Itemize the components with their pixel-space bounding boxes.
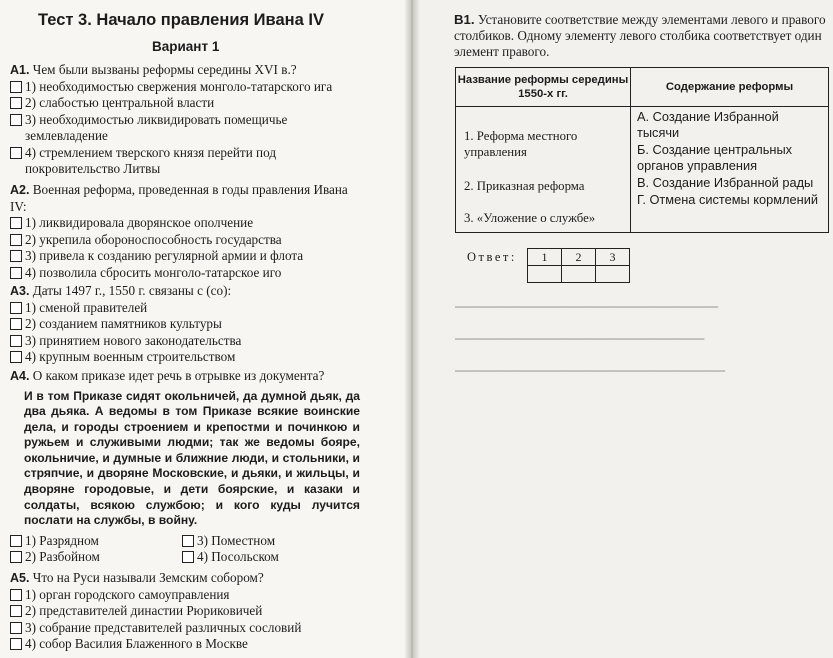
matching-table xyxy=(455,67,829,233)
a5-option-3[interactable]: 3) собрание представителей различных сословий xyxy=(10,620,362,637)
question-a3-number: А3. xyxy=(10,284,30,298)
question-a3 xyxy=(10,283,362,366)
left-item: 1. Реформа местного управления xyxy=(464,129,578,159)
document-excerpt: И в том Приказе сидят окольничей, да думной дьяк, да два дьяка. А ведомы в том Приказе всякие воинские дела, и городы строением и крепостми и починкою и ружьем и служивыми людми; так же ведомы бояре, окольничие, и думные и ближние люди, и стольники, и стряпчие, и дворяне Московские, и дьяки, и жильцы, и дворяне городовые, и дети боярские, и казаки и солдаты, всякою службою; и кого куды лучится послати на службы, в войну. xyxy=(24,388,360,528)
a4-option-2[interactable]: 2) Разбойном xyxy=(10,549,182,566)
a5-option-2[interactable]: 2) представителей династии Рюриковичей xyxy=(10,603,362,620)
left-item: 2. Приказная реформа xyxy=(464,179,585,193)
checkbox[interactable] xyxy=(182,535,194,547)
left-column xyxy=(456,107,631,233)
question-b1-text: Установите соответствие между элементами левого и правого столбиков. Одному элементу левого столбика соответствует один элемент правого. xyxy=(454,12,826,59)
a1-option-1[interactable]: 1) необходимостью свержения монголо-татарского ига xyxy=(10,79,362,96)
answer-grid xyxy=(527,248,630,283)
checkbox[interactable] xyxy=(10,97,22,109)
checkbox[interactable] xyxy=(10,147,22,159)
a3-option-3[interactable]: 3) принятием нового законодательства xyxy=(10,333,362,350)
question-a1 xyxy=(10,62,362,178)
variant-label: Вариант 1 xyxy=(152,39,220,54)
a2-option-1[interactable]: 1) ликвидировала дворянское ополчение xyxy=(10,215,362,232)
left-page xyxy=(0,0,412,658)
book-gutter xyxy=(404,0,420,658)
question-a5-text: Что на Руси называли Земским собором? xyxy=(32,570,264,585)
column-header-right: Содержание реформы xyxy=(631,68,829,107)
checkbox[interactable] xyxy=(182,551,194,563)
right-item: В. Создание Избранной рады xyxy=(637,175,814,190)
right-item: А. Создание Избранной тысячи xyxy=(637,109,779,140)
a4-option-1[interactable]: 1) Разрядном xyxy=(10,533,182,550)
a3-option-4[interactable]: 4) крупным военным строительством xyxy=(10,349,362,366)
answer-col-header: 1 xyxy=(528,249,562,266)
question-a4-number: А4. xyxy=(10,369,30,383)
checkbox[interactable] xyxy=(10,217,22,229)
checkbox[interactable] xyxy=(10,551,22,563)
right-item: Б. Создание центральных органов управления xyxy=(637,142,793,173)
column-header-left: Название реформы середины 1550-х гг. xyxy=(456,68,631,107)
left-item: 3. «Уложение о службе» xyxy=(464,211,596,225)
a2-option-3[interactable]: 3) привела к созданию регулярной армии и флота xyxy=(10,248,362,265)
checkbox[interactable] xyxy=(10,81,22,93)
checkbox[interactable] xyxy=(10,267,22,279)
question-a2-text: Военная реформа, проведенная в годы правления Ивана IV: xyxy=(10,182,348,214)
checkbox[interactable] xyxy=(10,638,22,650)
question-a4-text: О каком приказе идет речь в отрывке из документа? xyxy=(32,368,325,383)
a5-option-4[interactable]: 4) собор Василия Блаженного в Москве xyxy=(10,636,362,653)
right-page xyxy=(412,0,833,658)
a3-option-1[interactable]: 1) сменой правителей xyxy=(10,300,362,317)
answer-cell[interactable] xyxy=(528,266,562,283)
bleed-through-line: ━━━━━━━━━━━━━━━━━━━━━━━━━━━━━━━━━━━━━━━ xyxy=(455,366,726,378)
answer-cell[interactable] xyxy=(596,266,630,283)
test-title: Тест 3. Начало правления Ивана IV xyxy=(38,11,324,29)
question-a1-text: Чем были вызваны реформы середины XVI в.? xyxy=(32,62,297,77)
a1-option-4[interactable]: 4) стремлением тверского князя перейти под покровительство Литвы xyxy=(10,145,362,178)
checkbox[interactable] xyxy=(10,318,22,330)
bleed-through-lines xyxy=(455,300,825,380)
right-column xyxy=(631,107,829,233)
a2-option-2[interactable]: 2) укрепила обороноспособность государства xyxy=(10,232,362,249)
a1-option-3[interactable]: 3) необходимостью ликвидировать помещичье землевладение xyxy=(10,112,362,145)
checkbox[interactable] xyxy=(10,589,22,601)
checkbox[interactable] xyxy=(10,234,22,246)
bleed-through-line: ━━━━━━━━━━━━━━━━━━━━━━━━━━━━━━━━━━━━━━ xyxy=(455,302,719,314)
checkbox[interactable] xyxy=(10,335,22,347)
checkbox[interactable] xyxy=(10,114,22,126)
a4-option-3[interactable]: 3) Поместном xyxy=(182,533,362,550)
right-item: Г. Отмена системы кормлений xyxy=(637,192,818,207)
question-a3-text: Даты 1497 г., 1550 г. связаны с (со): xyxy=(32,283,232,298)
checkbox[interactable] xyxy=(10,535,22,547)
checkbox[interactable] xyxy=(10,302,22,314)
question-a4 xyxy=(10,368,362,566)
question-b1-number: В1. xyxy=(454,12,475,27)
checkbox[interactable] xyxy=(10,622,22,634)
a5-option-1[interactable]: 1) орган городского самоуправления xyxy=(10,587,362,604)
question-a2 xyxy=(10,182,362,281)
a1-option-2[interactable]: 2) слабостью центральной власти xyxy=(10,95,362,112)
a3-option-2[interactable]: 2) созданием памятников культуры xyxy=(10,316,362,333)
checkbox[interactable] xyxy=(10,351,22,363)
answer-col-header: 3 xyxy=(596,249,630,266)
a4-options xyxy=(10,533,362,566)
question-b1 xyxy=(454,12,826,60)
a2-option-4[interactable]: 4) позволила сбросить монголо-татарское иго xyxy=(10,265,362,282)
answer-label: Ответ: xyxy=(467,250,517,264)
checkbox[interactable] xyxy=(10,250,22,262)
answer-cell[interactable] xyxy=(562,266,596,283)
question-a5 xyxy=(10,570,362,653)
a4-option-4[interactable]: 4) Посольском xyxy=(182,549,362,566)
question-a1-number: А1. xyxy=(10,63,30,77)
answer-col-header: 2 xyxy=(562,249,596,266)
question-a5-number: А5. xyxy=(10,571,30,585)
question-a2-number: А2. xyxy=(10,183,30,197)
bleed-through-line: ━━━━━━━━━━━━━━━━━━━━━━━━━━━━━━━━━━━━ xyxy=(455,334,705,346)
checkbox[interactable] xyxy=(10,605,22,617)
